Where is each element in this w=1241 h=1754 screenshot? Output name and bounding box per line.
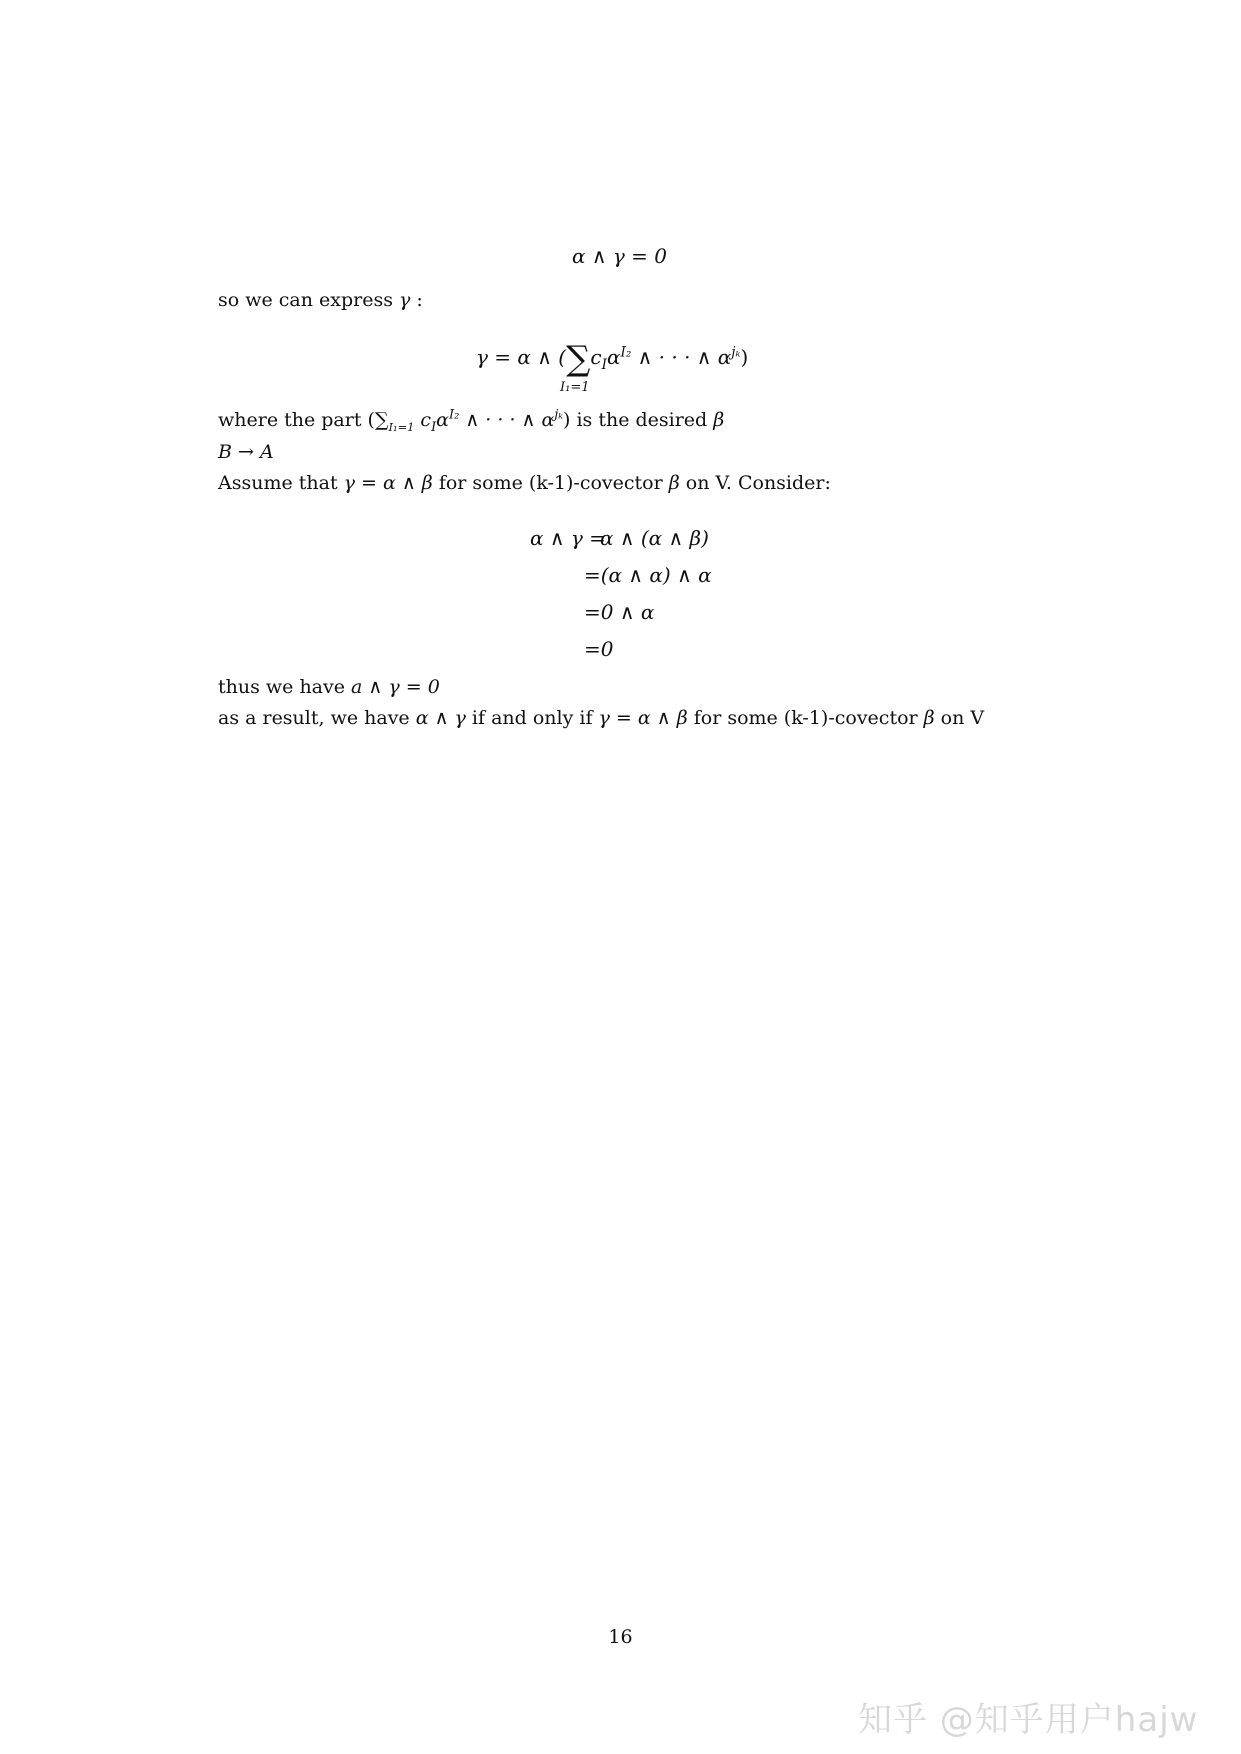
text-as-a-result: as a result, we have α ∧ γ if and only if γ = α ∧ β for some (k-1)-covector β on V xyxy=(218,707,985,729)
text-thus-we-have: thus we have a ∧ γ = 0 xyxy=(218,676,440,698)
align-row-1: α ∧ (α ∧ β) xyxy=(600,526,709,550)
text-express-gamma: so we can express γ : xyxy=(218,289,423,311)
align-lhs: α ∧ γ = xyxy=(530,526,606,550)
text-assume-that: Assume that γ = α ∧ β for some (k-1)-covector β on V. Consider: xyxy=(218,472,831,494)
text-where-the-part: where the part ($\sum_{I_1=1}$ $c_I\alpha^{I_2}$ ∧ · · · ∧ $\alpha^{j_k}$) is the desired β xyxy=(218,407,725,435)
equation-gamma-sum: γ = α ∧ ($\sum c_I\alpha^{I_2}$ ∧ · · · ∧ $\alpha^{j_k}$) xyxy=(476,339,749,379)
align-row-2: =(α ∧ α) ∧ α xyxy=(584,563,712,587)
page-number: 16 xyxy=(608,1626,633,1648)
text-b-implies-a: B → A xyxy=(218,441,274,463)
sum-limit: I₁=1 xyxy=(560,380,590,395)
align-row-3: =0 ∧ α xyxy=(584,600,655,624)
equation-alpha-wedge-gamma: α ∧ γ = 0 xyxy=(572,244,668,268)
watermark: 知乎 @知乎用户hajw xyxy=(858,1700,1199,1740)
align-row-4: =0 xyxy=(584,637,614,661)
